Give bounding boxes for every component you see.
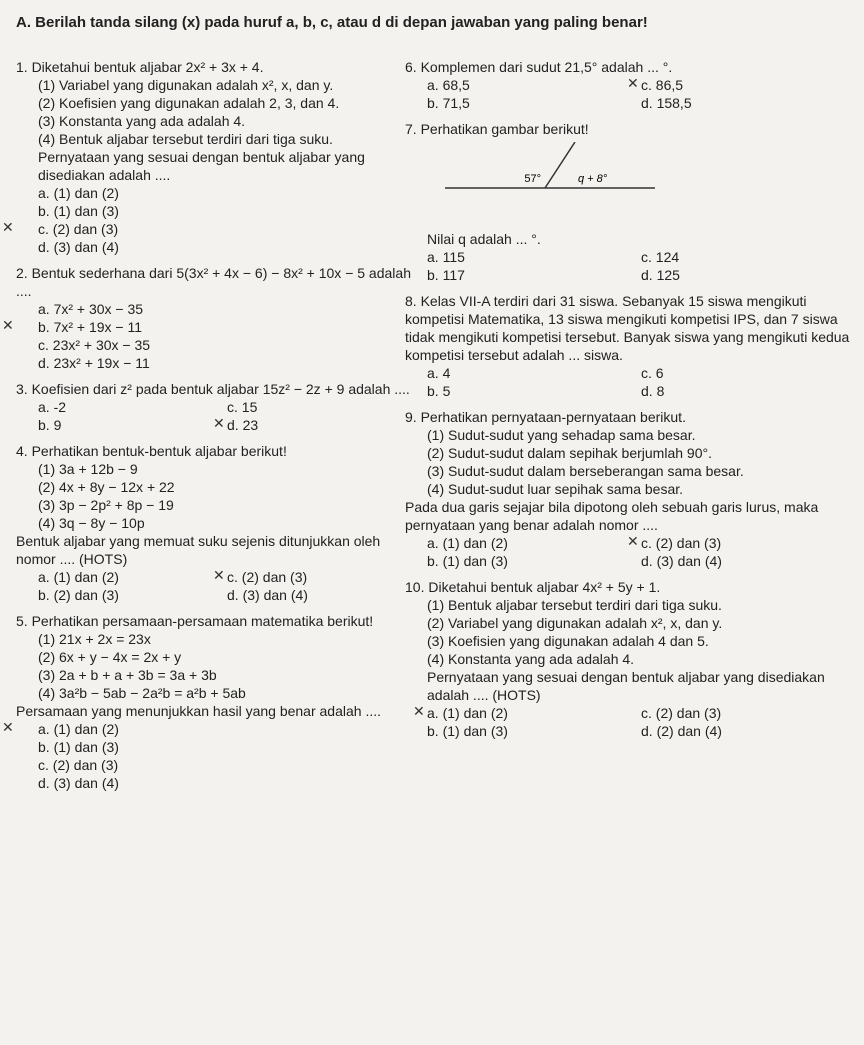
q9-option-c[interactable]: ✕ c. (2) dan (3)	[641, 534, 855, 552]
q1-option-b[interactable]: b. (1) dan (3)	[38, 203, 119, 219]
q7-figure	[405, 142, 855, 226]
question-5	[16, 612, 416, 792]
q7-options	[405, 248, 855, 284]
q4-option-c[interactable]: ✕ c. (2) dan (3)	[227, 568, 416, 586]
q10-item-2: (2) Variabel yang digunakan adalah x², x, dan y.	[427, 615, 723, 631]
q3-options	[16, 398, 416, 434]
q10-options	[405, 704, 855, 740]
q2-option-b[interactable]: ✕ b. 7x² + 19x − 11	[16, 318, 416, 336]
q3-option-c[interactable]: c. 15	[227, 399, 258, 415]
q7-stem: 7. Perhatikan gambar berikut!	[405, 121, 589, 137]
q5-option-a[interactable]: ✕ a. (1) dan (2)	[16, 720, 416, 738]
angle-diagram	[445, 142, 665, 226]
q10-item-3: (3) Koefisien yang digunakan adalah 4 dan 5.	[427, 633, 709, 649]
q2-stem: 2. Bentuk sederhana dari 5(3x² + 4x − 6) − 8x² + 10x − 5 adalah ....	[16, 265, 411, 299]
q3-option-d[interactable]: ✕ d. 23	[227, 416, 416, 434]
question-2	[16, 264, 416, 372]
q4-option-d[interactable]: d. (3) dan (4)	[227, 587, 308, 603]
q8-option-a[interactable]: a. 4	[427, 365, 451, 381]
q9-options	[405, 534, 855, 570]
question-4	[16, 442, 416, 604]
right-column	[405, 58, 855, 748]
q4-item-3: (3) 3p − 2p² + 8p − 19	[38, 497, 174, 513]
q5-item-4: (4) 3a²b − 5ab − 2a²b = a²b + 5ab	[38, 685, 246, 701]
question-10	[405, 578, 855, 740]
q8-option-b[interactable]: b. 5	[427, 383, 451, 399]
q10-item-1: (1) Bentuk aljabar tersebut terdiri dari tiga suku.	[427, 597, 722, 613]
q4-options	[16, 568, 416, 604]
q5-item-3: (3) 2a + b + a + 3b = 3a + 3b	[38, 667, 217, 683]
q9-prompt: Pada dua garis sejajar bila dipotong oleh sebuah garis lurus, maka pernyataan yang benar adalah nomor ....	[405, 499, 819, 533]
question-8	[405, 292, 855, 400]
q5-option-d[interactable]: d. (3) dan (4)	[38, 775, 119, 791]
q1-statement-3: (3) Konstanta yang ada adalah 4.	[38, 113, 246, 129]
q4-item-2: (2) 4x + 8y − 12x + 22	[38, 479, 175, 495]
question-1	[16, 58, 416, 256]
q6-option-b[interactable]: b. 71,5	[427, 95, 470, 111]
q6-options	[405, 76, 855, 112]
q7-option-b[interactable]: b. 117	[427, 267, 465, 283]
q2-option-a[interactable]: a. 7x² + 30x − 35	[38, 301, 144, 317]
q9-option-a[interactable]: a. (1) dan (2)	[427, 535, 508, 551]
q9-option-b[interactable]: b. (1) dan (3)	[427, 553, 508, 569]
q4-option-a[interactable]: a. (1) dan (2)	[38, 569, 119, 585]
q7-option-d[interactable]: d. 125	[641, 267, 680, 283]
section-header: A. Berilah tanda silang (x) pada huruf a, b, c, atau d di depan jawaban yang paling benar!	[16, 14, 648, 31]
q10-option-a[interactable]: ✕ a. (1) dan (2)	[427, 704, 641, 722]
q9-stem: 9. Perhatikan pernyataan-pernyataan berikut.	[405, 409, 686, 425]
q9-option-d[interactable]: d. (3) dan (4)	[641, 553, 722, 569]
q4-item-1: (1) 3a + 12b − 9	[38, 461, 138, 477]
question-3	[16, 380, 416, 434]
q7-option-c[interactable]: c. 124	[641, 249, 680, 265]
q4-prompt: Bentuk aljabar yang memuat suku sejenis ditunjukkan oleh nomor .... (HOTS)	[16, 533, 381, 567]
q7-option-a[interactable]: a. 115	[427, 249, 465, 265]
q5-item-1: (1) 21x + 2x = 23x	[38, 631, 151, 647]
q10-prompt: Pernyataan yang sesuai dengan bentuk aljabar yang disediakan adalah .... (HOTS)	[427, 669, 825, 703]
q9-item-2: (2) Sudut-sudut dalam sepihak berjumlah 90°.	[427, 445, 712, 461]
q1-prompt: Pernyataan yang sesuai dengan bentuk aljabar yang disediakan adalah ....	[38, 149, 365, 183]
q1-option-a[interactable]: a. (1) dan (2)	[38, 185, 119, 201]
q3-option-b[interactable]: b. 9	[38, 417, 62, 433]
q4-stem: 4. Perhatikan bentuk-bentuk aljabar berikut!	[16, 443, 287, 459]
angle-q-label: q + 8°	[578, 173, 608, 185]
q1-stem: 1. Diketahui bentuk aljabar 2x² + 3x + 4.	[16, 59, 264, 75]
q2-option-c[interactable]: c. 23x² + 30x − 35	[38, 337, 151, 353]
q4-item-4: (4) 3q − 8y − 10p	[38, 515, 145, 531]
q9-item-3: (3) Sudut-sudut dalam berseberangan sama besar.	[427, 463, 744, 479]
q8-option-d[interactable]: d. 8	[641, 383, 665, 399]
q1-statement-1: (1) Variabel yang digunakan adalah x², x, dan y.	[38, 77, 334, 93]
q6-stem: 6. Komplemen dari sudut 21,5° adalah ... °.	[405, 59, 673, 75]
q4-option-b[interactable]: b. (2) dan (3)	[38, 587, 119, 603]
q5-option-b[interactable]: b. (1) dan (3)	[38, 739, 119, 755]
q5-option-c[interactable]: c. (2) dan (3)	[38, 757, 119, 773]
q6-option-d[interactable]: d. 158,5	[641, 95, 692, 111]
question-6	[405, 58, 855, 112]
q10-option-b[interactable]: b. (1) dan (3)	[427, 723, 508, 739]
q2-option-d[interactable]: d. 23x² + 19x − 11	[38, 355, 150, 371]
q10-stem: 10. Diketahui bentuk aljabar 4x² + 5y + 1.	[405, 579, 661, 595]
q7-prompt: Nilai q adalah ... °.	[427, 231, 541, 247]
q10-item-4: (4) Konstanta yang ada adalah 4.	[427, 651, 635, 667]
angle-57-label: 57°	[524, 173, 541, 185]
q8-stem: 8. Kelas VII-A terdiri dari 31 siswa. Sebanyak 15 siswa mengikuti kompetisi Matematika, 13 siswa mengikuti kompetisi IPS, dan 7 siswa tidak mengikuti kompetisi tersebut. Banyak siswa yang mengikuti kedua kompetisi tersebut adalah ... siswa.	[405, 293, 850, 363]
q8-options	[405, 364, 855, 400]
transversal-ray	[545, 142, 575, 188]
q1-statement-4: (4) Bentuk aljabar tersebut terdiri dari tiga suku.	[38, 131, 333, 147]
left-column	[16, 58, 416, 800]
q5-stem: 5. Perhatikan persamaan-persamaan matematika berikut!	[16, 613, 374, 629]
q10-option-c[interactable]: c. (2) dan (3)	[641, 705, 722, 721]
q9-item-1: (1) Sudut-sudut yang sehadap sama besar.	[427, 427, 696, 443]
q6-option-c[interactable]: ✕ c. 86,5	[641, 76, 855, 94]
q5-prompt: Persamaan yang menunjukkan hasil yang benar adalah ....	[16, 703, 382, 719]
q6-option-a[interactable]: a. 68,5	[427, 77, 470, 93]
q1-option-c[interactable]: ✕ c. (2) dan (3)	[16, 220, 416, 238]
q9-item-4: (4) Sudut-sudut luar sepihak sama besar.	[427, 481, 684, 497]
q10-option-d[interactable]: d. (2) dan (4)	[641, 723, 722, 739]
q8-option-c[interactable]: c. 6	[641, 365, 664, 381]
q3-option-a[interactable]: a. -2	[38, 399, 67, 415]
q5-item-2: (2) 6x + y − 4x = 2x + y	[38, 649, 182, 665]
q1-option-d[interactable]: d. (3) dan (4)	[38, 239, 119, 255]
q3-stem: 3. Koefisien dari z² pada bentuk aljabar 15z² − 2z + 9 adalah ....	[16, 381, 410, 397]
question-9	[405, 408, 855, 570]
q1-statement-2: (2) Koefisien yang digunakan adalah 2, 3, dan 4.	[38, 95, 340, 111]
question-7	[405, 120, 855, 284]
